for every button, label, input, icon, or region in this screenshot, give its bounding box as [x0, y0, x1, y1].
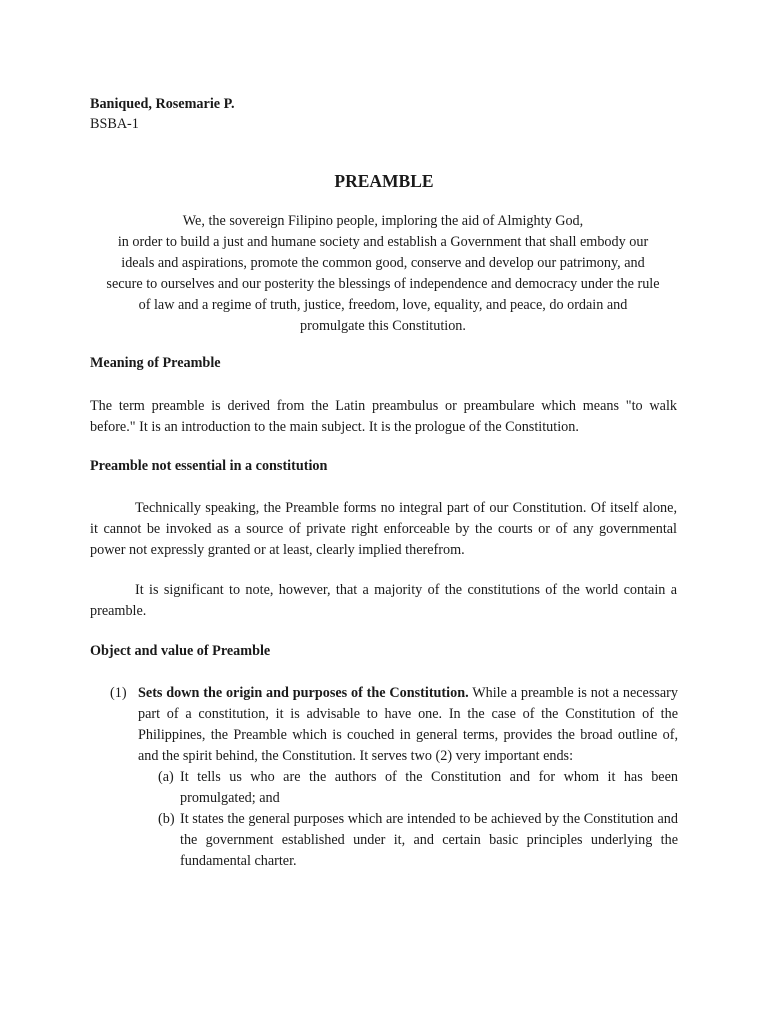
preamble-line: We, the sovereign Filipino people, imploring the aid of Almighty God, [182, 213, 584, 229]
list-item-lead: Sets down the origin and purposes of the Constitution. [138, 685, 469, 701]
section-heading-object-value: Object and value of Preamble [90, 643, 271, 659]
sublist-item-text: It tells us who are the authors of the Constitution and for whom it has been promulgated; and [180, 769, 678, 806]
section-heading-meaning: Meaning of Preamble [90, 355, 221, 371]
preamble-line: of law and a regime of truth, justice, freedom, love, equality, and peace, do ordain and [138, 297, 628, 313]
author-block [90, 94, 235, 134]
list-marker: (1) [110, 685, 127, 701]
object-value-list [110, 683, 678, 872]
author-name: Baniqued, Rosemarie P. [90, 96, 235, 112]
preamble-line: promulgate this Constitution. [300, 318, 466, 334]
list-item [110, 683, 678, 872]
sublist [138, 767, 678, 872]
sublist-marker: (a) [158, 769, 174, 785]
meaning-paragraph: The term preamble is derived from the Latin preambulus or preambulare which means "to walk before." It is an introduction to the main subject. It is the prologue of the Constitution. [90, 398, 677, 435]
sublist-item [158, 767, 678, 809]
preamble-line: ideals and aspirations, promote the common good, conserve and develop our patrimony, and [121, 255, 645, 271]
section-heading-not-essential: Preamble not essential in a constitution [90, 458, 328, 474]
author-course: BSBA-1 [90, 116, 139, 132]
preamble-line: in order to build a just and humane society and establish a Government that shall embody our [117, 234, 649, 250]
sublist-item-text: It states the general purposes which are intended to be achieved by the Constitution and the government established under it, and certain basic principles underlying the fundamental charter. [180, 811, 678, 869]
sublist-item [158, 809, 678, 872]
not-essential-paragraph-1: Technically speaking, the Preamble forms no integral part of our Constitution. Of itself alone, it cannot be invoked as a source of private right enforceable by the courts or of any governmental power not expressly granted or at least, clearly implied therefrom. [90, 500, 677, 558]
preamble-text [84, 211, 682, 337]
preamble-line: secure to ourselves and our posterity the blessings of independence and democracy under the rule [106, 276, 660, 292]
sublist-marker: (b) [158, 811, 175, 827]
not-essential-paragraph-2: It is significant to note, however, that a majority of the constitutions of the world contain a preamble. [90, 582, 677, 619]
list-item-text: While a preamble is not a necessary part of a constitution, it is advisable to have one. In the case of the Constitution of the Philippines, the Preamble which is couched in general terms, provides the broad outline of, and the spirit behind, the Constitution. It serves two (2) very important ends: [138, 685, 678, 764]
document-title: PREAMBLE [334, 171, 434, 191]
